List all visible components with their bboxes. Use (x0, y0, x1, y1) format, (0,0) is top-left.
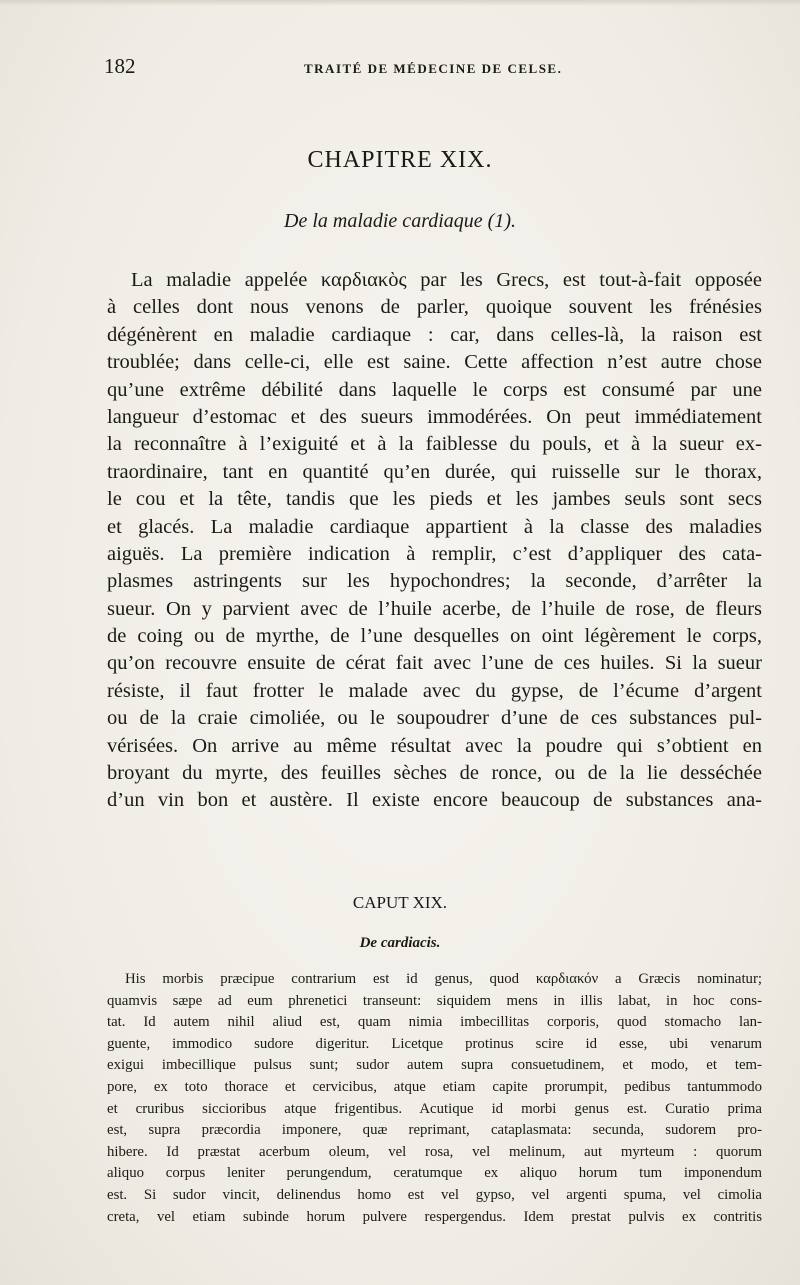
latin-text-line: guente, immodico sudore digeritur. Licetque protinus scire id esse, ubi venarum (107, 1035, 762, 1052)
latin-text-line: est, supra præcordia imponere, quæ reprimant, cataplasmata: secunda, sudorem pro- (107, 1122, 762, 1139)
running-header (104, 54, 684, 84)
latin-text-line: et cruribus siccioribus atque frigentibus. Acutique id morbi genus est. Curatio prima (107, 1100, 762, 1117)
page-number: 182 (104, 54, 136, 78)
french-text-line: troublée; dans celle-ci, elle est saine. Cette affection n’est autre chose (107, 351, 762, 374)
french-text-line: qu’une extrême débilité dans laquelle le corps est consumé par une (107, 378, 762, 401)
french-text-line: traordinaire, tant en quantité qu’en durée, qui ruisselle sur le thorax, (107, 460, 762, 483)
french-chapter-subtitle: De la maladie cardiaque (1). (284, 210, 516, 232)
latin-chapter-subtitle: De cardiacis. (359, 935, 441, 951)
french-chapter-title: CHAPITRE XIX. (307, 147, 493, 173)
french-text-line: résiste, il faut frotter le malade avec du gypse, de l’écume d’argent (107, 679, 762, 702)
latin-text-line: creta, vel etiam subinde horum pulvere respergendus. Idem prestat pulvis ex contritis (107, 1208, 762, 1225)
french-text-line: dégénèrent en maladie cardiaque : car, dans celles-là, la raison est (107, 323, 762, 346)
french-text-line: vérisées. On arrive au même résultat avec la poudre qui s’obtient en (107, 734, 762, 757)
latin-text-line: tat. Id autem nihil aliud est, quam nimia imbecillitas corporis, quod stomacho lan- (107, 1014, 762, 1031)
latin-text-line: aliquo corpus leniter perungendum, ceratumque ex aliquo horum tum imponendum (107, 1165, 762, 1182)
latin-text-line: quamvis sæpe ad eum phrenetici transeunt: siquidem mens in illis labat, in hoc cons- (107, 992, 762, 1009)
french-text-line: ou de la craie cimoliée, ou le soupoudrer d’une de ces substances pul- (107, 707, 762, 730)
french-text-line: de coing ou de myrthe, de l’une desquelles on oint légèrement le corps, (107, 625, 762, 648)
french-text-line: broyant du myrte, des feuilles sèches de ronce, ou de la lie desséchée (107, 762, 762, 785)
page-edge-shadow (0, 0, 800, 6)
french-text-line: d’un vin bon et austère. Il existe encore beaucoup de substances ana- (107, 789, 762, 812)
french-text-line: aiguës. La première indication à remplir, c’est d’appliquer des cata- (107, 542, 762, 565)
french-text-line: sueur. On y parvient avec de l’huile acerbe, de l’huile de rose, de fleurs (107, 597, 762, 620)
latin-text-line: exigui imbecillique pulsus sunt; sudor autem supra consuetudinem, et modo, et tem- (107, 1057, 762, 1074)
french-text-line: à celles dont nous venons de parler, quoique souvent les frénésies (107, 296, 762, 319)
latin-text-block (107, 969, 762, 1228)
french-text-line: plasmes astringents sur les hypochondres; la seconde, d’arrêter la (107, 570, 762, 593)
latin-text-line: est. Si sudor vincit, delinendus homo est vel gypso, vel argenti spuma, vel cimolia (107, 1186, 762, 1203)
french-text-line: qu’on recouvre ensuite de cérat fait avec l’une de ces huiles. Si la sueur (107, 652, 762, 675)
french-text-line: la reconnaître à l’exiguité et à la faiblesse du pouls, et à la sueur ex- (107, 433, 762, 456)
running-title: TRAITÉ DE MÉDECINE DE CELSE. (304, 61, 563, 76)
french-text-line: La maladie appelée καρδιακὸς par les Grecs, est tout-à-fait opposée (131, 269, 762, 291)
french-text-line: langueur d’estomac et des sueurs immodérées. On peut immédiatement (107, 405, 762, 428)
latin-text-line: hibere. Id præstat acerbum oleum, vel rosa, vel melinum, aut myrteum : quorum (107, 1143, 762, 1160)
french-text-line: et glacés. La maladie cardiaque appartient à la classe des maladies (107, 515, 762, 538)
latin-text-line: His morbis præcipue contrarium est id genus, quod καρδιακόν a Græcis nominatur; (125, 971, 762, 987)
french-text-block (107, 267, 762, 815)
latin-chapter-title: CAPUT XIX. (352, 893, 448, 912)
latin-text-line: pore, ex toto thorace et cervicibus, atque etiam capite prorumpit, pedibus tantummodo (107, 1078, 762, 1095)
french-text-line: le cou et la tête, tandis que les pieds et les jambes seuls sont secs (107, 488, 762, 511)
